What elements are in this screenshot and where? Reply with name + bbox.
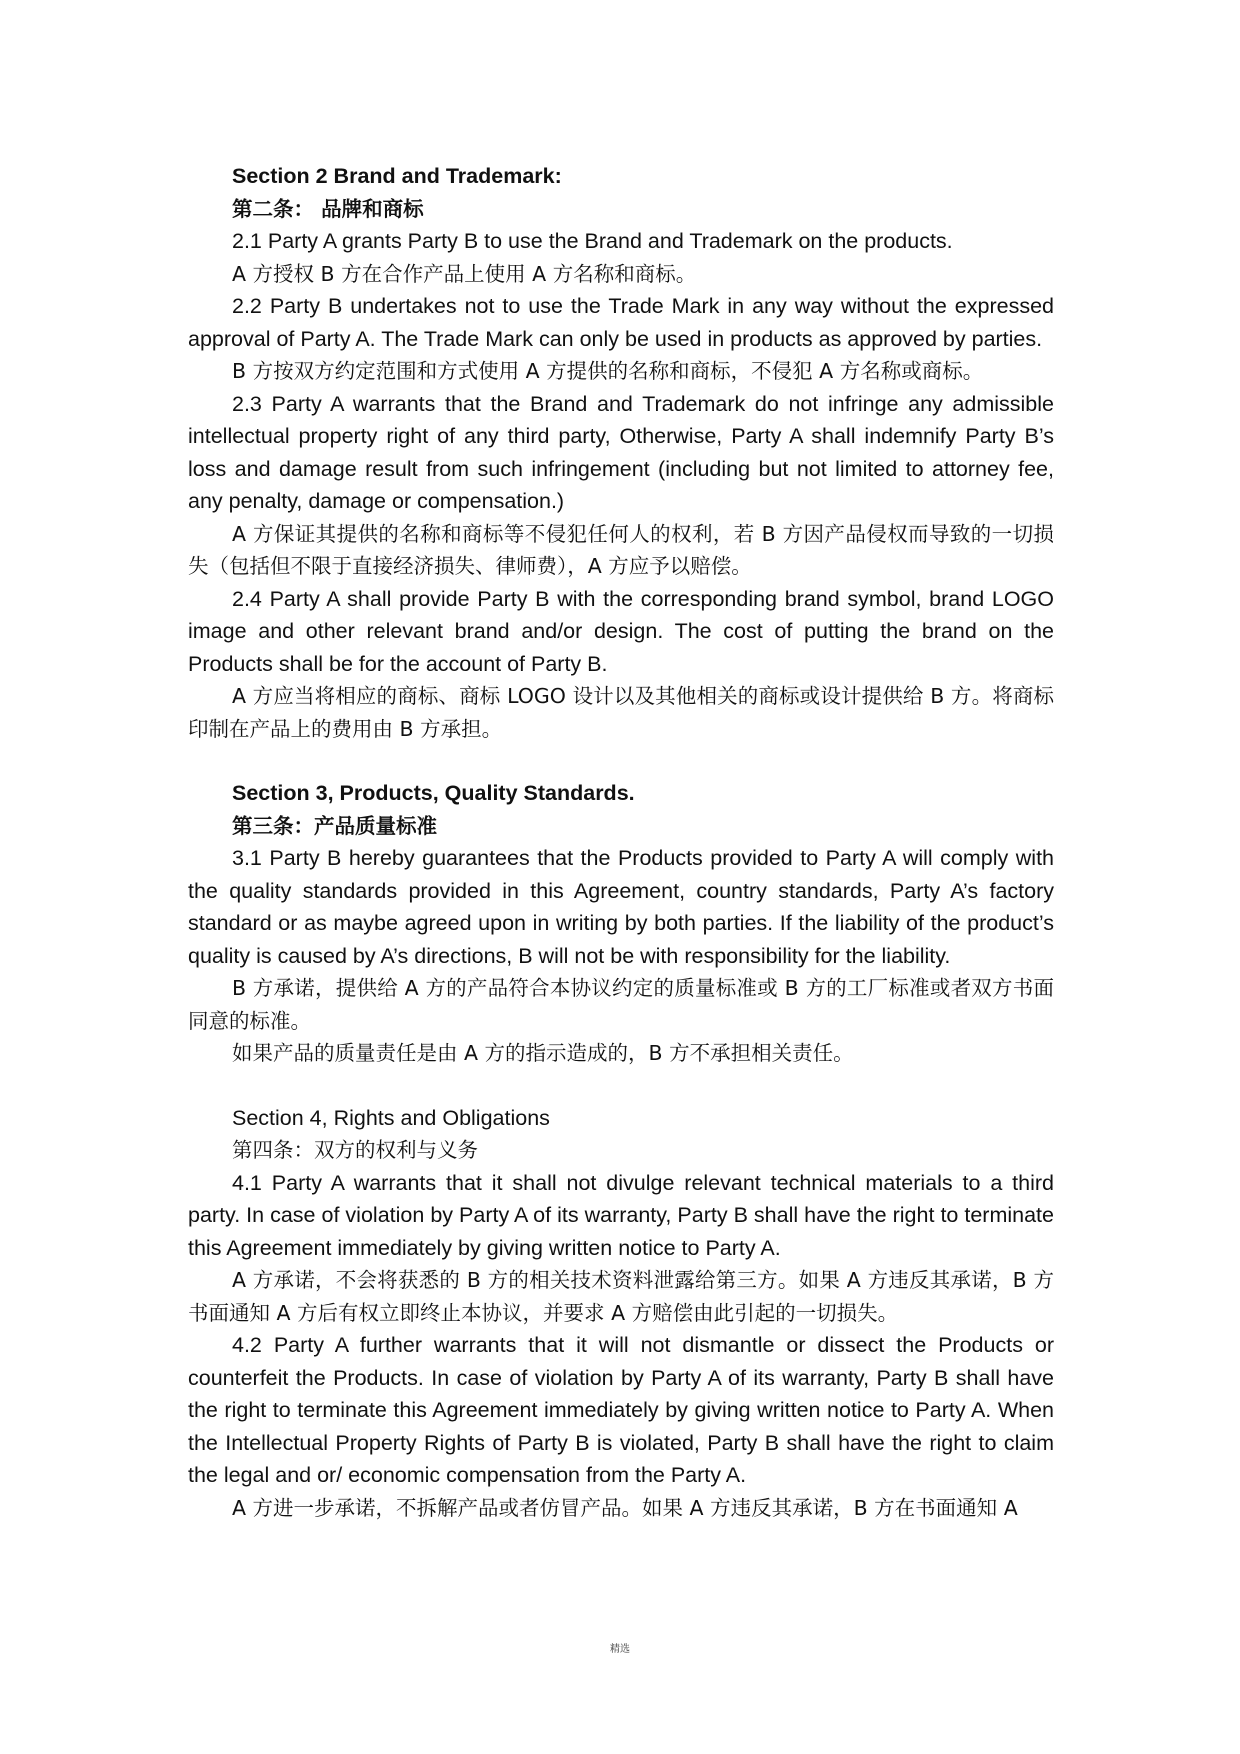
clause-3-1-en: 3.1 Party B hereby guarantees that the Products provided to Party A will comply with the quality standards provided in this Agreement, country standards, Party A’s factory standard or as maybe agreed upon in writing by both parties. If the liability of the product’s quality is caused by A’s directions, B will not be with responsibility for the liability. [188, 846, 1054, 968]
clause-2-3-zh: A 方保证其提供的名称和商标等不侵犯任何人的权利，若 B 方因产品侵权而导致的一切损失（包括但不限于直接经济损失、律师费），A 方应予以赔偿。 [188, 521, 1054, 578]
clause-3-1-zh-b: 如果产品的质量责任是由 A 方的指示造成的，B 方不承担相关责任。 [232, 1041, 854, 1065]
clause-2-3-en: 2.3 Party A warrants that the Brand and Trademark do not infringe any admissible intellectual property right of any third party, Otherwise, Party A shall indemnify Party B’s loss and damage result from such infringement (including but not limited to attorney fee, any penalty, damage or compensation.) [188, 391, 1054, 513]
section-3-heading-zh: 第三条：产品质量标准 [232, 813, 437, 838]
section-spacer [188, 1070, 1054, 1102]
section-4-heading-zh: 第四条：双方的权利与义务 [232, 1138, 478, 1162]
clause-2-1-en: 2.1 Party A grants Party B to use the Brand and Trademark on the products. [232, 229, 953, 253]
section-spacer [188, 745, 1054, 777]
section-3-heading-en: Section 3, Products, Quality Standards. [232, 781, 635, 805]
clause-3-1-zh-a: B 方承诺，提供给 A 方的产品符合本协议约定的质量标准或 B 方的工厂标准或者双方书面同意的标准。 [188, 976, 1054, 1033]
document-page [188, 160, 1054, 1524]
clause-2-2-zh: B 方按双方约定范围和方式使用 A 方提供的名称和商标，不侵犯 A 方名称或商标。 [232, 359, 984, 383]
clause-4-2-en: 4.2 Party A further warrants that it will not dismantle or dissect the Products or counterfeit the Products. In case of violation by Party A of its warranty, Party B shall have the right to terminate this Agreement immediately by giving written notice to Party A. When the Intellectual Property Rights of Party B is violated, Party B shall have the right to claim the legal and or/ economic compensation from the Party A. [188, 1333, 1054, 1487]
section-2-heading-en: Section 2 Brand and Trademark: [232, 164, 562, 188]
page-footer: 精选 [610, 1644, 630, 1655]
clause-4-1-en: 4.1 Party A warrants that it shall not divulge relevant technical materials to a third party. In case of violation by Party A of its warranty, Party B shall have the right to terminate this Agreement immediately by giving written notice to Party A. [188, 1170, 1054, 1260]
clause-2-4-zh: A 方应当将相应的商标、商标 LOGO 设计以及其他相关的商标或设计提供给 B 方。将商标印制在产品上的费用由 B 方承担。 [188, 684, 1054, 741]
clause-2-4-en: 2.4 Party A shall provide Party B with the corresponding brand symbol, brand LOGO image and other relevant brand and/or design. The cost of putting the brand on the Products shall be for the account of Party B. [188, 586, 1054, 676]
clause-2-1-zh: A 方授权 B 方在合作产品上使用 A 方名称和商标。 [232, 261, 697, 286]
clause-4-1-zh: A 方承诺，不会将获悉的 B 方的相关技术资料泄露给第三方。如果 A 方违反其承诺，B 方书面通知 A 方后有权立即终止本协议，并要求 A 方赔偿由此引起的一切损失。 [188, 1268, 1054, 1325]
clause-2-2-en: 2.2 Party B undertakes not to use the Trade Mark in any way without the expressed approval of Party A. The Trade Mark can only be used in products as approved by parties. [188, 294, 1054, 351]
clause-4-2-zh: A 方进一步承诺，不拆解产品或者仿冒产品。如果 A 方违反其承诺，B 方在书面通知 A [232, 1495, 1018, 1520]
section-4-heading-en: Section 4, Rights and Obligations [232, 1105, 550, 1130]
section-2-heading-zh: 第二条： 品牌和商标 [232, 196, 424, 221]
